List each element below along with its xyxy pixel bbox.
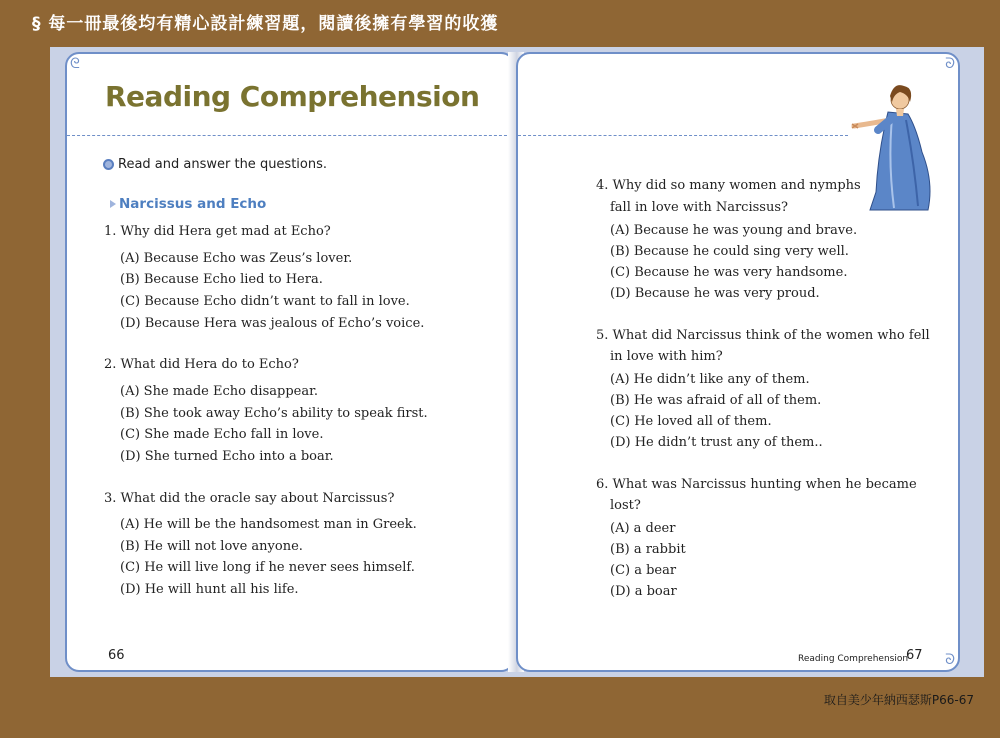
q2-option-d: (D) She turned Echo into a boar. — [120, 449, 334, 464]
q5-option-c: (C) He loved all of them. — [610, 414, 772, 429]
section-subtitle: Narcissus and Echo — [119, 196, 267, 212]
open-book — [50, 47, 984, 677]
question-6-line-1: 6. What was Narcissus hunting when he became — [596, 477, 917, 492]
q5-option-b: (B) He was afraid of all of them. — [610, 393, 822, 408]
q5-option-a: (A) He didn’t like any of them. — [610, 372, 810, 387]
right-page — [516, 52, 960, 672]
bullet-dot-icon — [103, 159, 114, 170]
q2-option-c: (C) She made Echo fall in love. — [120, 427, 324, 442]
question-5-line-2: in love with him? — [610, 349, 723, 364]
dashed-divider — [518, 135, 848, 136]
q6-option-c: (C) a bear — [610, 563, 677, 578]
page-number-right: 67 — [906, 648, 923, 663]
banner-text: § 每一冊最後均有精心設計練習題，閱讀後擁有學習的收獲 — [32, 14, 499, 34]
question-5-line-1: 5. What did Narcissus think of the women who fell — [596, 328, 930, 343]
question-3: 3. What did the oracle say about Narcissus? — [104, 491, 395, 506]
source-caption: 取自美少年納西瑟斯P66-67 — [823, 693, 974, 707]
q2-option-a: (A) She made Echo disappear. — [120, 384, 319, 399]
q4-option-c: (C) Because he was very handsome. — [610, 265, 848, 280]
q6-option-d: (D) a boar — [610, 584, 677, 599]
footer-label: Reading Comprehension — [798, 654, 909, 664]
left-page — [65, 52, 515, 672]
q3-option-d: (D) He will hunt all his life. — [120, 582, 299, 597]
q3-option-a: (A) He will be the handsomest man in Greek. — [120, 517, 417, 532]
question-1: 1. Why did Hera get mad at Echo? — [104, 224, 331, 239]
page-title: Reading Comprehension — [105, 80, 480, 113]
triangle-bullet-icon — [110, 200, 116, 208]
q4-option-d: (D) Because he was very proud. — [610, 286, 820, 301]
q4-option-b: (B) Because he could sing very well. — [610, 244, 849, 259]
q2-option-b: (B) She took away Echo’s ability to speak first. — [120, 406, 428, 421]
corner-curl-icon: ᘓ — [70, 56, 80, 72]
q3-option-c: (C) He will live long if he never sees himself. — [120, 560, 415, 575]
instruction-text: Read and answer the questions. — [118, 157, 328, 172]
q1-option-a: (A) Because Echo was Zeus’s lover. — [120, 251, 353, 266]
question-6-line-2: lost? — [610, 498, 641, 513]
question-4-line-2: fall in love with Narcissus? — [610, 200, 788, 215]
q1-option-b: (B) Because Echo lied to Hera. — [120, 272, 323, 287]
q1-option-d: (D) Because Hera was jealous of Echo’s voice. — [120, 316, 425, 331]
question-2: 2. What did Hera do to Echo? — [104, 357, 299, 372]
q5-option-d: (D) He didn’t trust any of them.. — [610, 435, 823, 450]
question-4-line-1: 4. Why did so many women and nymphs — [596, 178, 861, 193]
corner-curl-icon: ᘐ — [945, 56, 955, 72]
q6-option-a: (A) a deer — [610, 521, 676, 536]
q1-option-c: (C) Because Echo didn’t want to fall in love. — [120, 294, 410, 309]
q4-option-a: (A) Because he was young and brave. — [610, 223, 858, 238]
page-number-left: 66 — [108, 648, 125, 663]
q3-option-b: (B) He will not love anyone. — [120, 539, 303, 554]
dashed-divider — [67, 135, 515, 136]
q6-option-b: (B) a rabbit — [610, 542, 686, 557]
corner-curl-icon: ᘐ — [945, 652, 955, 668]
goddess-illustration — [848, 72, 946, 212]
